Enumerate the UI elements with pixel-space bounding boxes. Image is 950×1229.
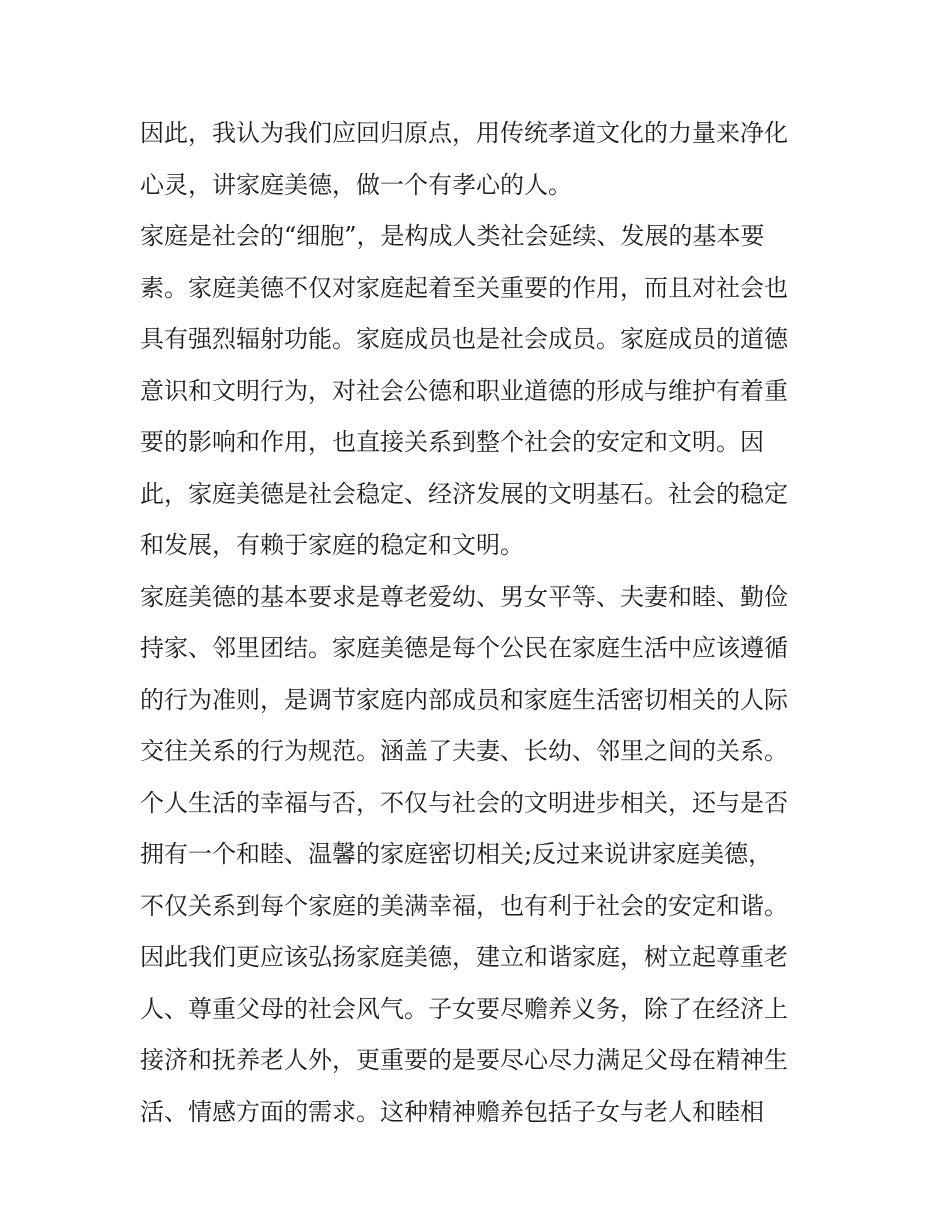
text-line: 意识和文明行为，对社会公德和职业道德的形成与维护有着重 xyxy=(140,376,788,405)
text-line: 家庭美德的基本要求是尊老爱幼、男女平等、夫妻和睦、勤俭 xyxy=(140,582,788,611)
text-line: 人、尊重父母的社会风气。子女要尽赡养义务，除了在经济上 xyxy=(140,994,788,1023)
text-line: 活、情感方面的需求。这种精神赡养包括子女与老人和睦相 xyxy=(140,1097,764,1126)
text-line: 持家、邻里团结。家庭美德是每个公民在家庭生活中应该遵循 xyxy=(140,634,788,662)
text-line: 家庭是社会的“细胞”，是构成人类社会延续、发展的基本要 xyxy=(140,222,765,250)
text-line: 素。家庭美德不仅对家庭起着至关重要的作用，而且对社会也 xyxy=(140,273,788,302)
text-line: 交往关系的行为规范。涵盖了夫妻、长幼、邻里之间的关系。 xyxy=(140,737,788,765)
text-line: 拥有一个和睦、温馨的家庭密切相关;反过来说讲家庭美德， xyxy=(140,840,773,868)
text-line: 不仅关系到每个家庭的美满幸福，也有利于社会的安定和谐。 xyxy=(140,891,788,920)
text-line: 心灵，讲家庭美德，做一个有孝心的人。 xyxy=(140,170,572,199)
text-line: 要的影响和作用，也直接关系到整个社会的安定和文明。因 xyxy=(140,428,764,456)
text-line: 具有强烈辐射功能。家庭成员也是社会成员。家庭成员的道德 xyxy=(140,325,788,353)
text-line: 的行为准则，是调节家庭内部成员和家庭生活密切相关的人际 xyxy=(140,685,788,714)
text-line: 因此我们更应该弘扬家庭美德，建立和谐家庭，树立起尊重老 xyxy=(140,943,788,971)
text-line: 和发展，有赖于家庭的稳定和文明。 xyxy=(140,531,524,559)
body-text xyxy=(140,108,820,1138)
text-line: 此，家庭美德是社会稳定、经济发展的文明基石。社会的稳定 xyxy=(140,479,788,508)
text-line: 个人生活的幸福与否，不仅与社会的文明进步相关，还与是否 xyxy=(140,788,788,817)
text-line: 因此，我认为我们应回归原点，用传统孝道文化的力量来净化 xyxy=(140,119,788,147)
text-line: 接济和抚养老人外，更重要的是要尽心尽力满足父母在精神生 xyxy=(140,1046,788,1074)
